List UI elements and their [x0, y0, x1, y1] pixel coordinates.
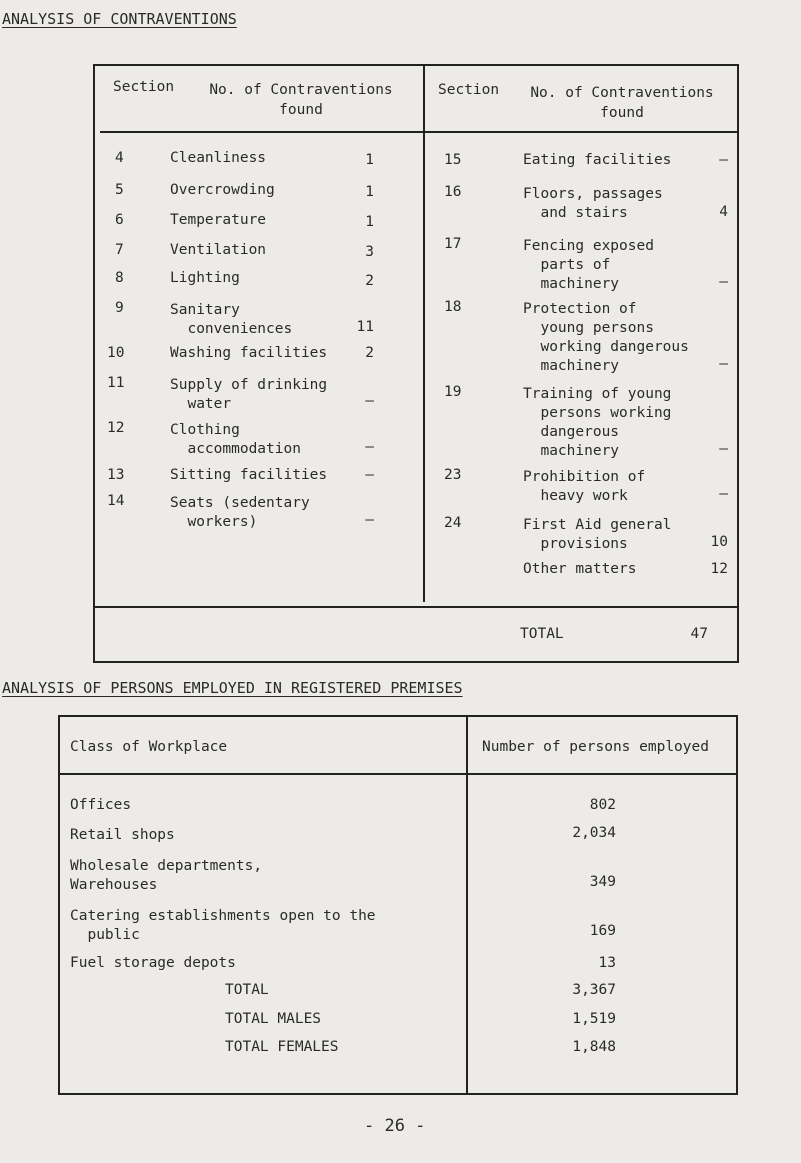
employment-row-value: 169: [589, 923, 616, 939]
table-border-bottom: [93, 661, 739, 663]
left-row-count: 2: [365, 345, 374, 361]
employment-row-value: 2,034: [572, 825, 616, 841]
left-row-section: 14: [107, 493, 125, 509]
left-row-count: –: [365, 512, 374, 528]
table-border-bottom: [58, 1093, 738, 1095]
right-row-desc: Floors, passages and stairs: [523, 186, 663, 221]
header-right-count: No. of Contraventions found: [530, 85, 714, 121]
right-row-count: –: [719, 274, 728, 290]
header-number-employed: Number of persons employed: [482, 739, 709, 755]
employment-total-label: TOTAL: [225, 982, 269, 998]
table-border-left: [58, 715, 60, 1094]
page-number: - 26 -: [364, 1116, 426, 1136]
table-border-top: [58, 715, 738, 717]
header-divider: [58, 773, 738, 775]
left-row-section: 8: [115, 270, 124, 286]
left-row-desc: Cleanliness: [170, 150, 267, 166]
employment-row-value: 802: [589, 797, 616, 813]
left-row-section: 13: [107, 467, 125, 483]
right-row-section: 19: [444, 384, 462, 400]
left-row-desc: Ventilation: [170, 242, 267, 258]
left-row-count: 2: [365, 273, 374, 289]
table-border-top: [93, 64, 738, 66]
left-row-desc: Overcrowding: [170, 182, 275, 198]
left-row-section: 11: [107, 375, 125, 391]
right-row-count: –: [719, 152, 728, 168]
left-row-count: 11: [356, 319, 374, 335]
employment-total-females-label: TOTAL FEMALES: [225, 1039, 339, 1055]
employment-row-value: 349: [589, 874, 616, 890]
right-row-desc: Protection of young persons working dangerous machinery: [523, 301, 689, 374]
column-divider: [423, 66, 425, 602]
header-left-section: Section: [113, 79, 175, 95]
right-row-section: 24: [444, 515, 462, 531]
right-row-count: 12: [710, 561, 728, 577]
right-row-desc: Fencing exposed parts of machinery: [523, 238, 654, 292]
left-row-section: 7: [115, 242, 124, 258]
table-border-right: [736, 715, 738, 1094]
column-divider: [466, 716, 468, 1094]
right-row-desc: Eating facilities: [523, 152, 672, 168]
left-row-count: –: [365, 467, 374, 483]
employment-row-label: Catering establishments open to the public: [70, 908, 376, 943]
left-row-count: –: [365, 439, 374, 455]
right-row-section: 16: [444, 184, 462, 200]
left-row-section: 10: [107, 345, 125, 361]
left-row-section: 6: [115, 212, 124, 228]
employment-total-females-value: 1,848: [572, 1039, 616, 1055]
right-row-desc: Prohibition of heavy work: [523, 469, 646, 504]
left-row-count: 1: [365, 152, 374, 168]
right-row-desc: First Aid general provisions: [523, 517, 672, 552]
employment-row-label: Retail shops: [70, 827, 175, 843]
header-left-count: No. of Contraventions found: [209, 82, 393, 118]
left-row-desc: Sitting facilities: [170, 467, 328, 483]
left-row-section: 9: [115, 300, 124, 316]
header-class-of-workplace: Class of Workplace: [70, 739, 228, 755]
header-right-section: Section: [438, 82, 500, 98]
right-row-count: –: [719, 356, 728, 372]
right-row-count: 10: [710, 534, 728, 550]
right-row-count: 4: [719, 204, 728, 220]
right-row-desc: Training of young persons working dangerous machinery: [523, 386, 672, 459]
employment-total-value: 3,367: [572, 982, 616, 998]
left-row-desc: Clothing accommodation: [170, 422, 301, 457]
employment-row-label: Offices: [70, 797, 132, 813]
right-row-count: –: [719, 486, 728, 502]
right-row-section: 15: [444, 152, 462, 168]
right-row-section: 23: [444, 467, 462, 483]
left-row-count: 1: [365, 184, 374, 200]
left-row-desc: Washing facilities: [170, 345, 328, 361]
left-row-desc: Sanitary conveniences: [170, 302, 293, 337]
left-row-desc: Seats (sedentary workers): [170, 495, 310, 530]
contraventions-heading: ANALYSIS OF CONTRAVENTIONS: [2, 10, 237, 28]
table-border-right: [737, 64, 739, 662]
left-row-section: 5: [115, 182, 124, 198]
left-row-desc: Supply of drinking water: [170, 377, 328, 412]
left-row-count: –: [365, 393, 374, 409]
employment-heading: ANALYSIS OF PERSONS EMPLOYED IN REGISTERED PREMISES: [2, 679, 463, 697]
right-row-desc: Other matters: [523, 561, 637, 577]
employment-row-value: 13: [598, 955, 616, 971]
employment-row-label: Fuel storage depots: [70, 955, 236, 971]
right-row-section: 17: [444, 236, 462, 252]
employment-row-label: Wholesale departments, Warehouses: [70, 858, 263, 893]
contraventions-total-value: 47: [690, 626, 708, 642]
total-divider: [94, 606, 738, 608]
left-row-count: 3: [365, 244, 374, 260]
left-row-count: 1: [365, 214, 374, 230]
left-row-section: 12: [107, 420, 125, 436]
right-row-count: –: [719, 441, 728, 457]
right-row-section: 18: [444, 299, 462, 315]
header-divider: [100, 131, 738, 133]
left-row-desc: Lighting: [170, 270, 240, 286]
contraventions-total-label: TOTAL: [520, 626, 564, 642]
employment-total-males-value: 1,519: [572, 1011, 616, 1027]
left-row-desc: Temperature: [170, 212, 267, 228]
table-border-left: [93, 64, 95, 662]
left-row-section: 4: [115, 150, 124, 166]
employment-total-males-label: TOTAL MALES: [225, 1011, 322, 1027]
